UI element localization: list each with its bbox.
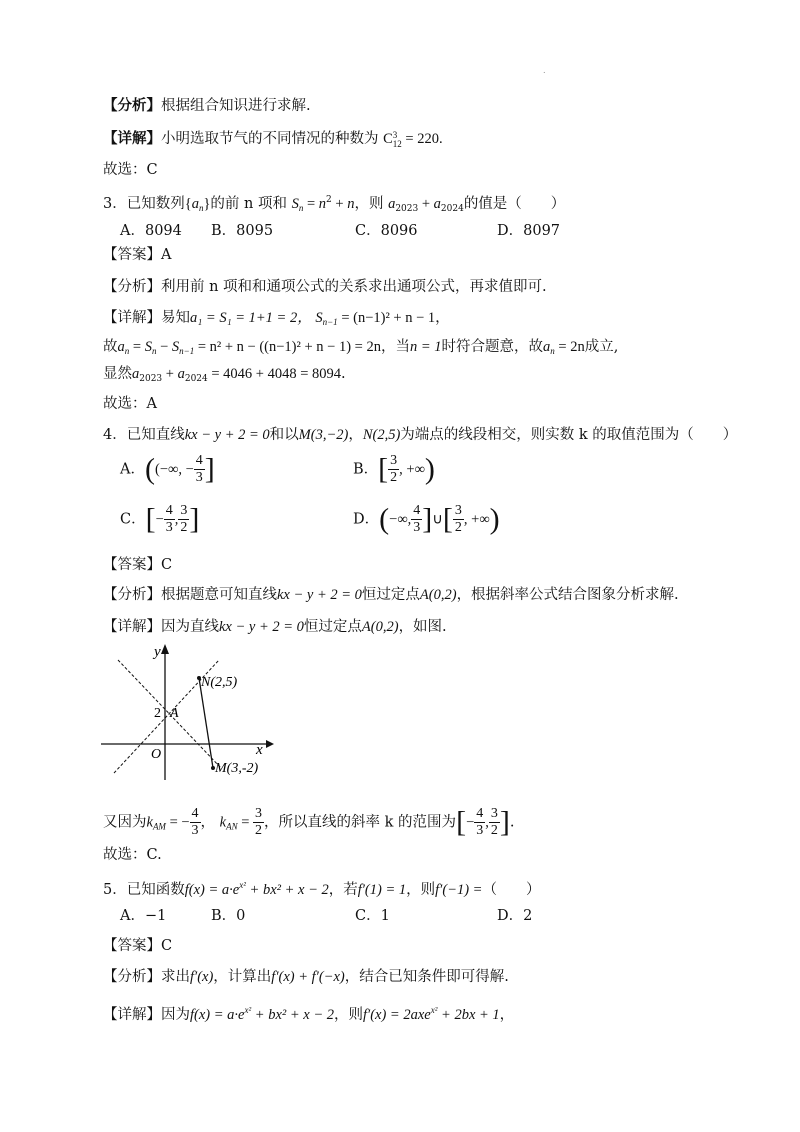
segment-mn — [199, 678, 213, 768]
q4-option-a: A．((−∞, − $\frac{4}{3}$ ] — [120, 452, 215, 486]
coordinate-figure — [96, 640, 286, 790]
q5-option-b: B．0 — [211, 908, 246, 924]
q3-detail-1: 【详解】易知a₁ = S₁ = 1+1 = 2， $S_{n-1} = (n-1)^2 + n - 1$， — [103, 310, 450, 327]
q3-choice: 故选：A — [103, 396, 157, 412]
combination-symbol: C 3 12 — [383, 129, 402, 149]
y-axis-label: y — [154, 644, 161, 660]
q4-detail: 【详解】因为直线kx − y + 2 = 0恒过定点A(0,2)，如图. — [103, 619, 447, 635]
q5-stem: 5．已知函数$f(x) = a\cdot e^{x^2} + bx^2 + x - 2$，若f′(1) = 1，则f′(−1) =（ ） — [103, 880, 541, 898]
analysis-text: 根据组合知识进行求解. — [161, 98, 311, 114]
q3-analysis: 【分析】利用前 n 项和和通项公式的关系求出通项公式，再求值即可. — [103, 279, 547, 295]
q4-analysis: 【分析】根据题意可知直线kx − y + 2 = 0恒过定点A(0,2)，根据斜率公式结合图象分析求解. — [103, 587, 679, 603]
detail-result: = 220. — [401, 131, 443, 147]
q4-option-c: C．[− $\frac{4}{3}$ , $\frac{3}{2}$ ] — [120, 502, 200, 536]
q4-option-b: B．[ $\frac{3}{2}$ , +∞) — [353, 452, 435, 486]
point-m-label: M(3,-2) — [215, 761, 259, 776]
q5-option-d: D．2 — [497, 908, 533, 924]
q5-answer: 【答案】C — [103, 938, 173, 954]
point-a-label: A — [170, 706, 179, 721]
analysis-tag: 【分析】 — [103, 97, 161, 114]
q3-option-d: D．8097 — [497, 223, 561, 239]
q3-option-a: A．8094 — [120, 223, 182, 239]
q2-choice: 故选：C — [103, 162, 158, 178]
x-axis-arrow — [266, 740, 274, 748]
q4-slopes: 又因为$k_{AM}$ = − $\frac{4}{3}$ ， $k_{AN}$ = $\frac{3}{2}$ ，所以直线的斜率 k 的范围为[− $\frac{4}{3}$ , $\frac{3}{2}$ ]. — [103, 805, 515, 839]
q4-choice: 故选：C. — [103, 847, 162, 863]
q5-option-a: A．−1 — [120, 908, 167, 924]
origin-label: O — [151, 747, 162, 762]
point-n-label: N(2,5) — [201, 675, 238, 690]
q4-answer: 【答案】C — [103, 557, 173, 573]
q2-detail — [103, 129, 443, 149]
q3-detail-2: 故$a_n = S_n - S_{n-1} = n^2 + n - ((n-1)^2 + n - 1) = 2n$，当n = 1时符合题意，故$a_n = 2n$成立, — [103, 339, 619, 356]
q3-stem: 3．已知数列$\{a_n\}$的前 n 项和 $S_n = n^2 + n$，则 $a_{2023} + a_{2024}$的值是（ ） — [103, 195, 566, 214]
y-axis-arrow — [161, 644, 169, 654]
q3-answer: 【答案】A — [103, 247, 172, 263]
q5-detail: 【详解】因为$f(x) = a\cdot e^{x^2} + bx^2 + x - 2$，则f′(x) = 2axe$^{x^2}$ + 2bx + 1， — [103, 1005, 515, 1023]
x-axis-label: x — [256, 742, 263, 758]
q5-analysis: 【分析】求出f′(x)，计算出f′(x) + f′(−x)，结合已知条件即可得解. — [103, 969, 509, 985]
detail-text: 小明选取节气的不同情况的种数为 — [161, 131, 379, 147]
q4-stem: 4．已知直线kx − y + 2 = 0和以M(3,−2)，N(2,5)为端点的线段相交，则实数 k 的取值范围为（ ） — [103, 427, 738, 443]
q3-detail-3: 显然$a_{2023} + a_{2024} = 4046 + 4048 = 8094$. — [103, 366, 346, 384]
q5-option-c: C．1 — [355, 908, 390, 924]
q3-option-b: B．8095 — [211, 223, 274, 239]
header-dot: . — [543, 66, 546, 75]
q4-option-d: D．(−∞, $\frac{4}{3}$ ]∪[ $\frac{3}{2}$ , +∞) — [353, 502, 500, 536]
detail-tag: 【详解】 — [103, 130, 161, 147]
tick-two-label: 2 — [154, 706, 161, 721]
q3-option-c: C．8096 — [355, 223, 418, 239]
q2-analysis — [103, 96, 311, 116]
